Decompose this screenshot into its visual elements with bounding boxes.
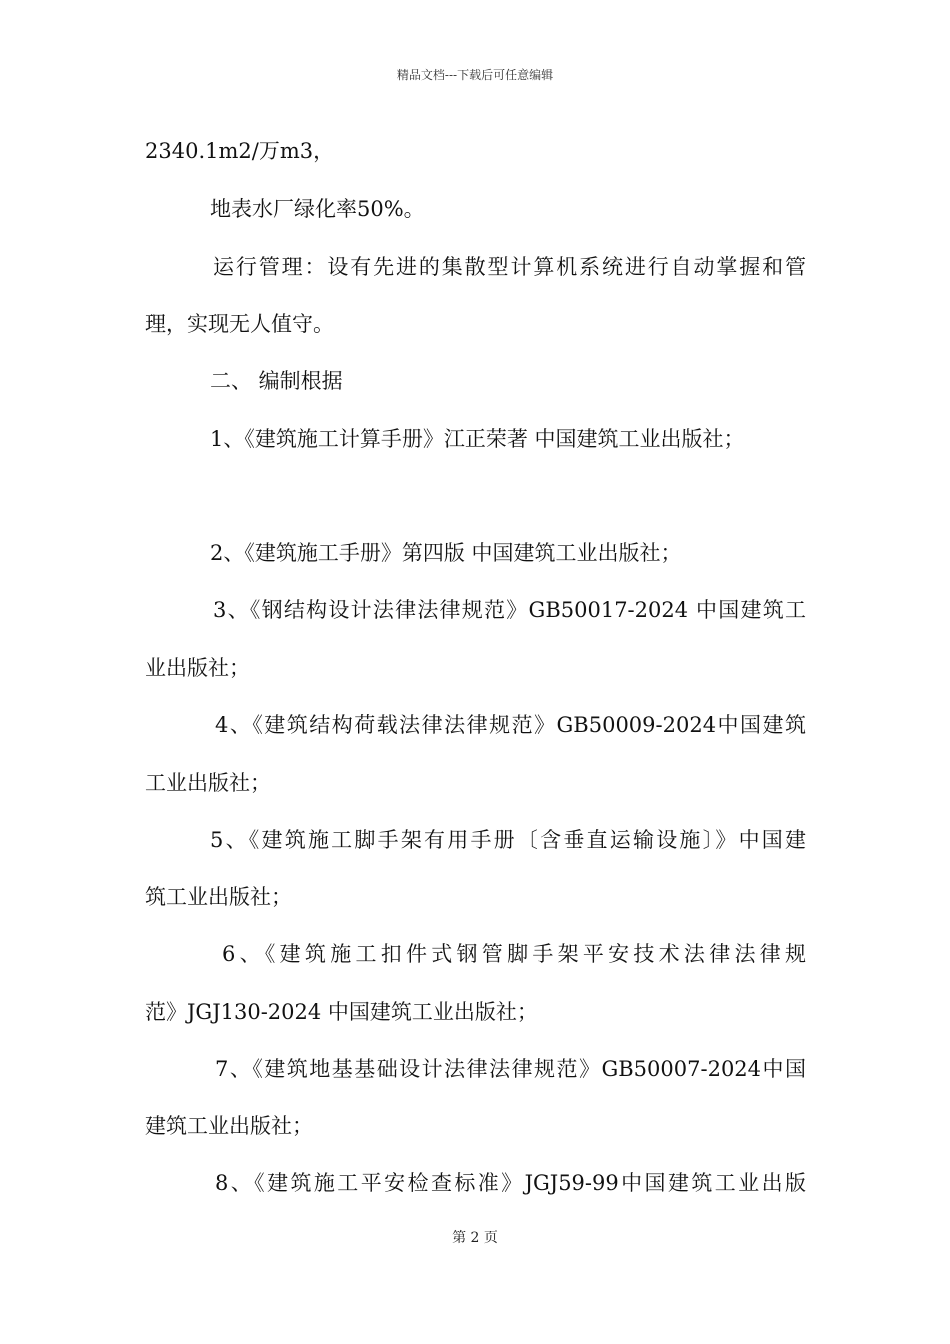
reference-item-1-content: 1、《建筑施工计算手册》江正荣著 中国建筑工业出版社； bbox=[210, 427, 745, 451]
text-line-2-content: 地表水厂绿化率50%。 bbox=[210, 197, 425, 221]
reference-item-8-content: 8、《建筑施工平安检查标准》JGJ59-99中国建筑工业出版 bbox=[215, 1171, 806, 1195]
reference-item-4-cont-content: 工业出版社； bbox=[145, 771, 271, 795]
text-line-4-content: 理，实现无人值守。 bbox=[145, 312, 334, 336]
reference-item-5-content: 5、《建筑施工脚手架有用手册〔含垂直运输设施〕》中国建 bbox=[210, 828, 806, 852]
reference-item-4-content: 4、《建筑结构荷载法律法律规范》GB50009-2024中国建筑 bbox=[215, 713, 806, 737]
reference-item-3-cont-content: 业出版社； bbox=[145, 656, 250, 680]
reference-item-6-content: 6、《建筑施工扣件式钢管脚手架平安技术法律法律规 bbox=[222, 942, 806, 966]
page-header: 精品文档---下载后可任意编辑 bbox=[396, 68, 554, 82]
reference-item-7-cont-content: 建筑工业出版社； bbox=[145, 1114, 313, 1138]
text-line-3-content: 运行管理：设有先进的集散型计算机系统进行自动掌握和管 bbox=[213, 255, 806, 279]
reference-item-2-content: 2、《建筑施工手册》第四版 中国建筑工业出版社； bbox=[210, 541, 682, 565]
reference-item-7-content: 7、《建筑地基基础设计法律法律规范》GB50007-2024中国 bbox=[215, 1057, 806, 1081]
section-heading-content: 二、 编制根据 bbox=[210, 369, 343, 393]
reference-item-5-cont-content: 筑工业出版社； bbox=[145, 885, 292, 909]
text-line-1-content: 2340.1m2/万m3， bbox=[145, 139, 335, 163]
page-number: 第 2 页 bbox=[452, 1230, 498, 1246]
reference-item-6-cont-content: 范》JGJ130-2024 中国建筑工业出版社； bbox=[145, 1000, 538, 1024]
reference-item-3-content: 3、《钢结构设计法律法律规范》GB50017-2024 中国建筑工 bbox=[213, 598, 806, 622]
